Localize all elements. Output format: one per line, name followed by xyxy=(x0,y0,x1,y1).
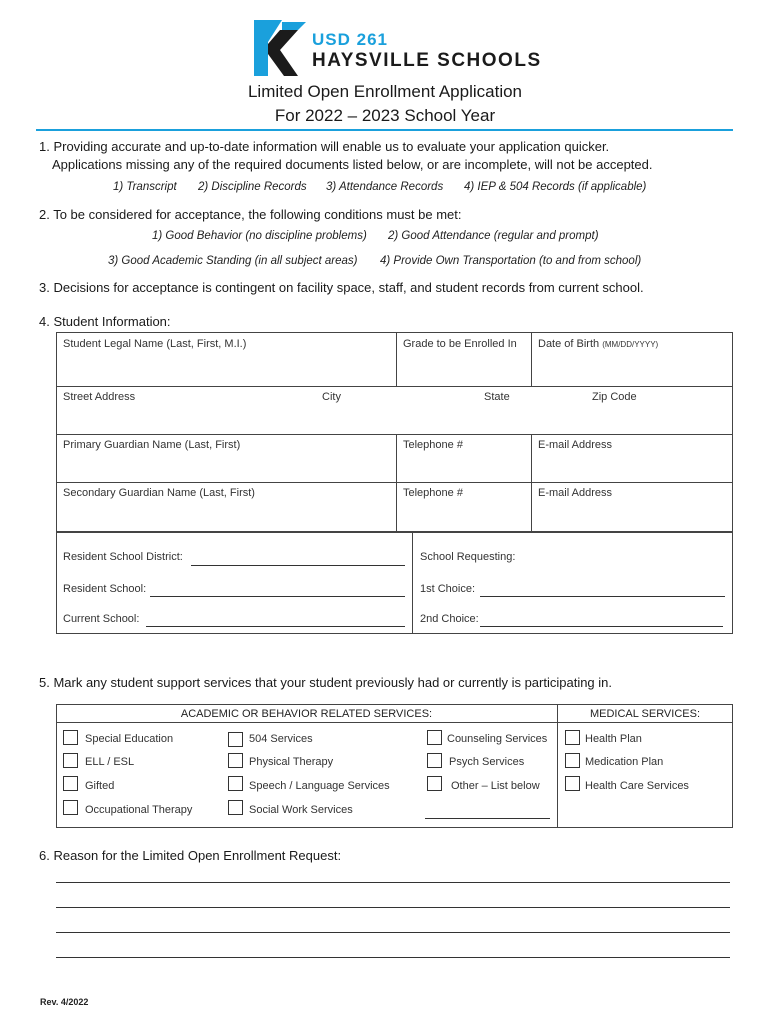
academic-services-header: ACADEMIC OR BEHAVIOR RELATED SERVICES: xyxy=(180,708,433,720)
doc-iep: 4) IEP & 504 Records (if applicable) xyxy=(464,181,647,193)
student-name-field[interactable]: Student Legal Name (Last, First, M.I.) xyxy=(63,338,247,350)
checkbox-speech-language[interactable] xyxy=(228,776,243,791)
condition-behavior: 1) Good Behavior (no discipline problems) xyxy=(152,230,367,242)
checkbox-counseling[interactable] xyxy=(427,730,442,745)
zip-field[interactable]: Zip Code xyxy=(592,391,637,403)
primary-guardian-field[interactable]: Primary Guardian Name (Last, First) xyxy=(63,439,241,451)
condition-transportation: 4) Provide Own Transportation (to and from school) xyxy=(380,255,642,267)
checkbox-other[interactable] xyxy=(427,776,442,791)
resident-district-input[interactable] xyxy=(191,553,405,566)
reason-line-1[interactable] xyxy=(56,870,730,883)
second-choice-label: 2nd Choice: xyxy=(420,613,479,625)
checkbox-psych[interactable] xyxy=(427,753,442,768)
checkbox-occupational-therapy[interactable] xyxy=(63,800,78,815)
checkbox-health-care-services[interactable] xyxy=(565,776,580,791)
label-counseling: Counseling Services xyxy=(447,733,548,745)
current-school-label: Current School: xyxy=(63,613,140,625)
revision-label: Rev. 4/2022 xyxy=(40,997,89,1007)
label-occupational-therapy: Occupational Therapy xyxy=(85,804,193,816)
dob-format: (MM/DD/YYYY) xyxy=(602,340,659,349)
secondary-email-field[interactable]: E-mail Address xyxy=(538,487,612,499)
street-field[interactable]: Street Address xyxy=(63,391,136,403)
checkbox-gifted[interactable] xyxy=(63,776,78,791)
label-psych: Psych Services xyxy=(449,756,525,768)
first-choice-label: 1st Choice: xyxy=(420,583,476,595)
title-divider xyxy=(36,129,733,131)
label-health-care-services: Health Care Services xyxy=(585,780,689,792)
reason-line-2[interactable] xyxy=(56,895,730,908)
section-1-line-1: 1. Providing accurate and up-to-date information will enable us to evaluate your application quicker. xyxy=(39,139,610,154)
haysville-logo-icon xyxy=(246,20,306,76)
resident-school-label: Resident School: xyxy=(63,583,147,595)
dob-field[interactable] xyxy=(538,338,658,350)
label-speech-language: Speech / Language Services xyxy=(249,780,390,792)
checkbox-physical-therapy[interactable] xyxy=(228,753,243,768)
checkbox-ell-esl[interactable] xyxy=(63,753,78,768)
section-5-heading: 5. Mark any student support services that your student previously had or currently is participating in. xyxy=(39,675,613,690)
label-504-services: 504 Services xyxy=(249,733,313,745)
doc-transcript: 1) Transcript xyxy=(113,181,177,193)
label-special-education: Special Education xyxy=(85,733,174,745)
state-field[interactable]: State xyxy=(484,391,510,403)
resident-district-label: Resident School District: xyxy=(63,551,183,563)
secondary-telephone-field[interactable]: Telephone # xyxy=(403,487,463,499)
label-medication-plan: Medication Plan xyxy=(585,756,664,768)
section-1-line-2: Applications missing any of the required documents listed below, or are incomplete, will not be accepted. xyxy=(52,157,653,172)
label-gifted: Gifted xyxy=(85,780,115,792)
condition-attendance: 2) Good Attendance (regular and prompt) xyxy=(388,230,599,242)
primary-telephone-field[interactable]: Telephone # xyxy=(403,439,463,451)
second-choice-input[interactable] xyxy=(480,614,723,627)
doc-attendance: 3) Attendance Records xyxy=(326,181,444,193)
school-requesting-label: School Requesting: xyxy=(420,551,516,563)
label-physical-therapy: Physical Therapy xyxy=(249,756,334,768)
city-field[interactable]: City xyxy=(322,391,341,403)
section-4-heading: 4. Student Information: xyxy=(39,314,171,329)
student-info-table xyxy=(56,332,733,532)
label-social-work: Social Work Services xyxy=(249,804,353,816)
first-choice-input[interactable] xyxy=(480,584,725,597)
label-ell-esl: ELL / ESL xyxy=(85,756,135,768)
secondary-guardian-field[interactable]: Secondary Guardian Name (Last, First) xyxy=(63,487,255,499)
label-health-plan: Health Plan xyxy=(585,733,642,745)
logo-district: USD 261 xyxy=(312,30,388,49)
checkbox-504-services[interactable] xyxy=(228,732,243,747)
reason-line-3[interactable] xyxy=(56,920,730,933)
dob-label: Date of Birth xyxy=(538,338,600,350)
page-title: Limited Open Enrollment Application xyxy=(247,82,523,101)
checkbox-medication-plan[interactable] xyxy=(565,753,580,768)
grade-field[interactable]: Grade to be Enrolled In xyxy=(403,338,517,350)
page-subtitle: For 2022 – 2023 School Year xyxy=(274,106,496,125)
resident-school-input[interactable] xyxy=(150,584,405,597)
section-3-text: 3. Decisions for acceptance is contingent on facility space, staff, and student records from current school. xyxy=(39,280,644,295)
other-services-input[interactable] xyxy=(425,808,550,819)
checkbox-health-plan[interactable] xyxy=(565,730,580,745)
section-2-heading: 2. To be considered for acceptance, the following conditions must be met: xyxy=(39,207,462,222)
medical-services-header: MEDICAL SERVICES: xyxy=(589,708,701,720)
section-6-heading: 6. Reason for the Limited Open Enrollment Request: xyxy=(39,848,342,863)
current-school-input[interactable] xyxy=(146,614,405,627)
doc-discipline: 2) Discipline Records xyxy=(198,181,307,193)
reason-line-4[interactable] xyxy=(56,945,730,958)
checkbox-social-work[interactable] xyxy=(228,800,243,815)
checkbox-special-education[interactable] xyxy=(63,730,78,745)
logo-name: HAYSVILLE SCHOOLS xyxy=(312,50,542,71)
condition-academic: 3) Good Academic Standing (in all subject areas) xyxy=(108,255,358,267)
primary-email-field[interactable]: E-mail Address xyxy=(538,439,612,451)
label-other: Other – List below xyxy=(451,780,540,792)
